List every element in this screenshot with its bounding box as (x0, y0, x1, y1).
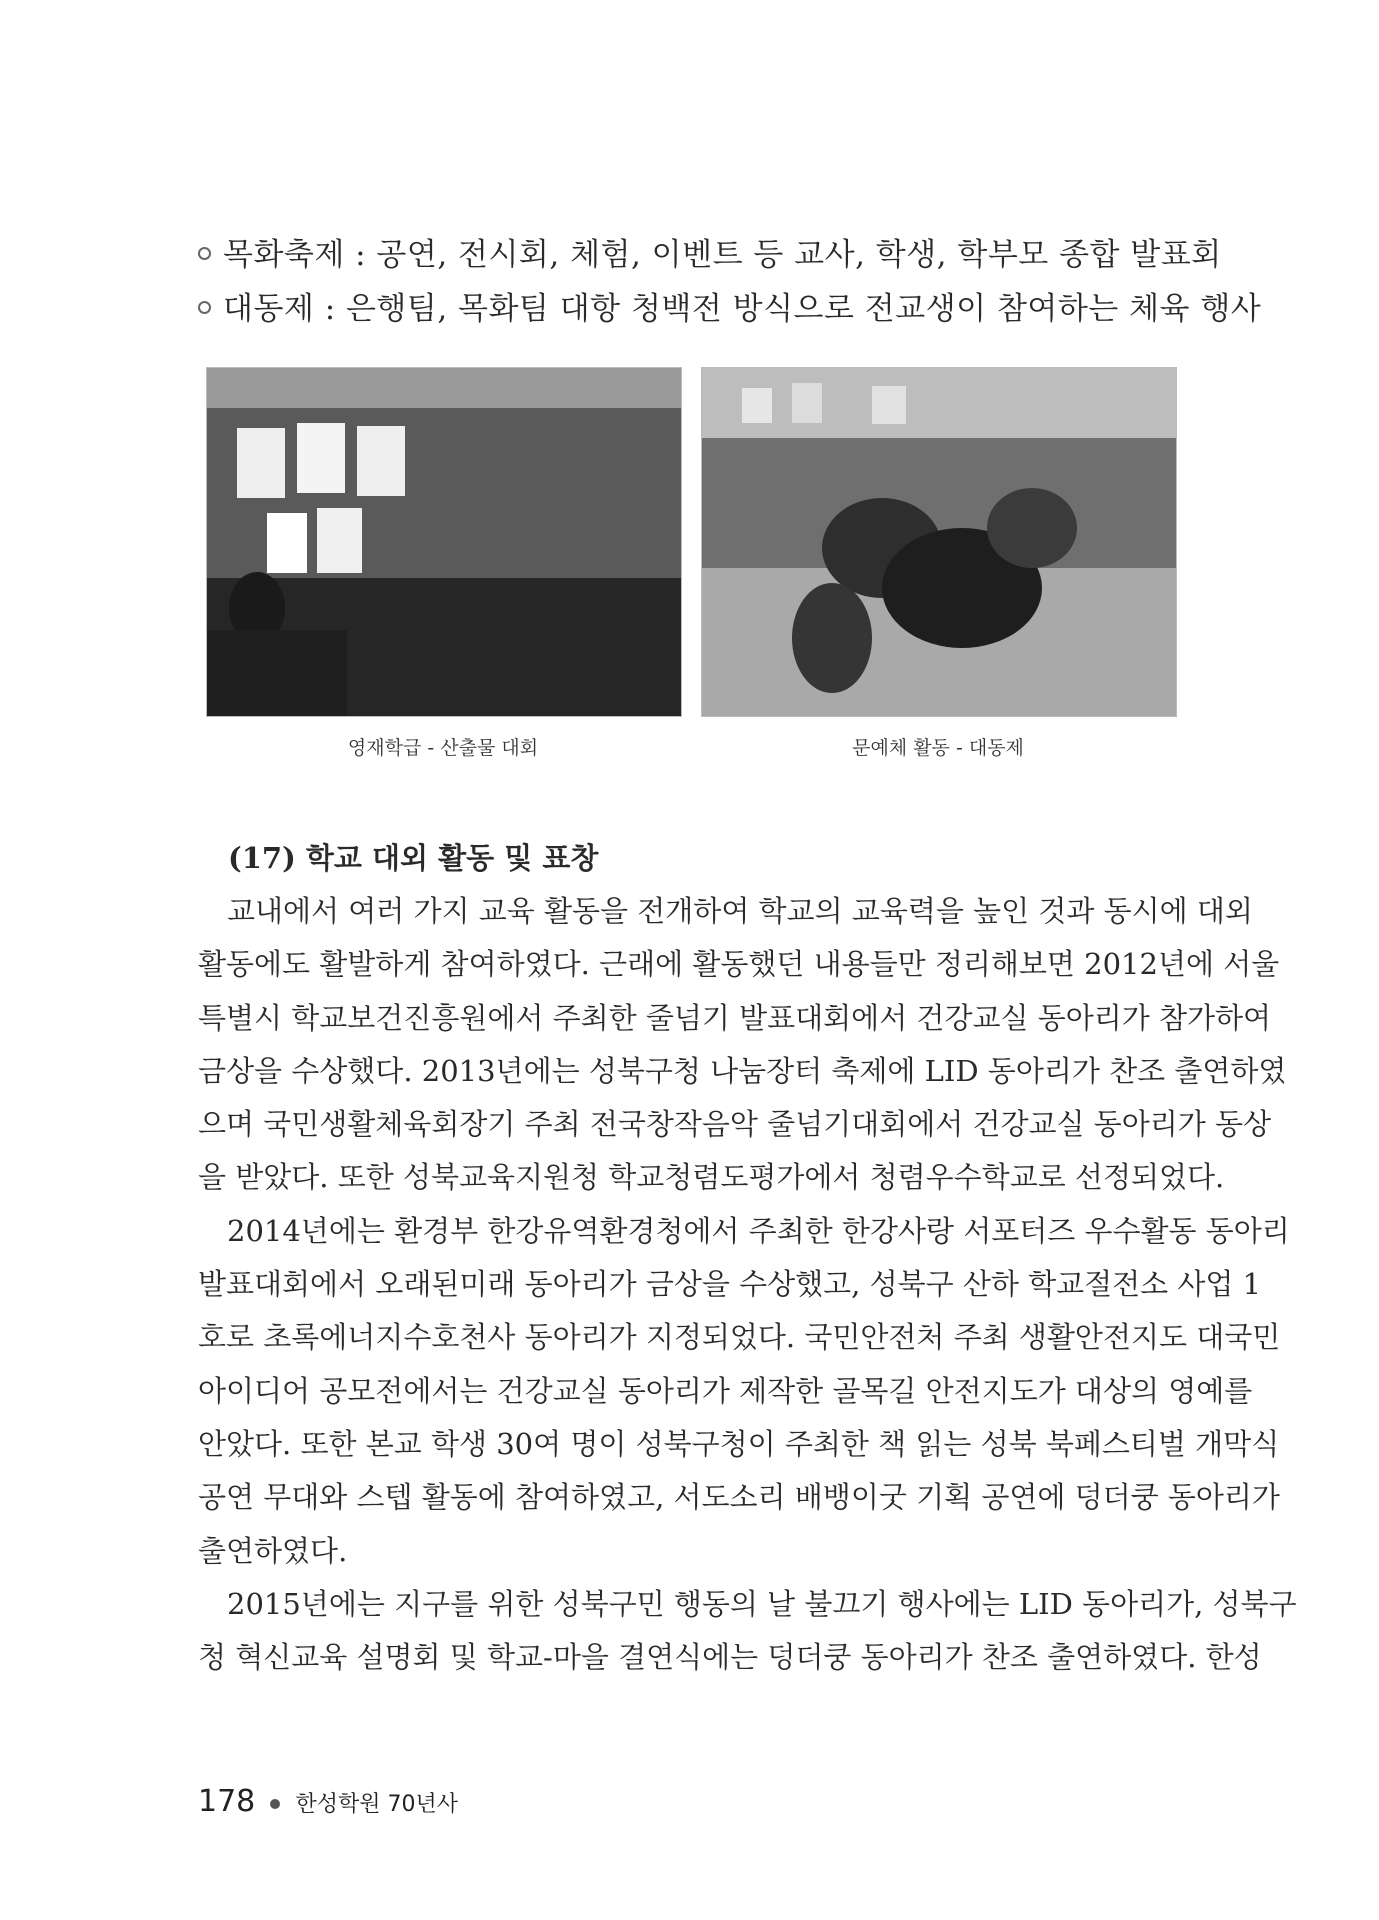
photo-sports-festival-image (702, 368, 1176, 716)
body-line: 발표대회에서 오래된미래 동아리가 금상을 수상했고, 성북구 산하 학교절전소 사업 1 (198, 1267, 1262, 1302)
book-title: 한성학원 70년사 (295, 1792, 458, 1817)
bullet-list (198, 228, 1262, 336)
footer-separator-icon (270, 1799, 280, 1809)
bullet-icon (198, 301, 211, 314)
body-line: 금상을 수상했다. 2013년에는 성북구청 나눔장터 축제에 LID 동아리가 찬조 출연하였 (198, 1053, 1287, 1088)
body-line: 으며 국민생활체육회장기 주최 전국창작음악 줄넘기대회에서 건강교실 동아리가 동상 (198, 1107, 1272, 1142)
section-body (198, 885, 1297, 1684)
body-line: 특별시 학교보건진흥원에서 주최한 줄넘기 발표대회에서 건강교실 동아리가 참가하여 (198, 1000, 1272, 1035)
page-footer (198, 1784, 458, 1819)
body-line: 안았다. 또한 본교 학생 30여 명이 성북구청이 주최한 책 읽는 성북 북페스티벌 개막식 (198, 1426, 1280, 1461)
body-line: 교내에서 여러 가지 교육 활동을 전개하여 학교의 교육력을 높인 것과 동시에 대외 (227, 894, 1253, 928)
body-line: 호로 초록에너지수호천사 동아리가 지정되었다. 국민안전처 주최 생활안전지도 대국민 (198, 1320, 1281, 1355)
photo-gifted-class (206, 367, 682, 717)
photo-sports-festival (701, 367, 1177, 717)
body-line: 출연하였다. (198, 1533, 348, 1568)
body-line: 청 혁신교육 설명회 및 학교-마을 결연식에는 덩더쿵 동아리가 찬조 출연하였다. 한성 (198, 1640, 1262, 1675)
body-line: 공연 무대와 스텝 활동에 참여하였고, 서도소리 배뱅이굿 기획 공연에 덩더쿵 동아리가 (198, 1480, 1280, 1515)
photo-caption-gifted-class: 영재학급 - 산출물 대회 (347, 737, 539, 759)
body-line: 활동에도 활발하게 참여하였다. 근래에 활동했던 내용들만 정리해보면 2012년에 서울 (198, 947, 1280, 982)
photo-caption-sports-festival: 문예체 활동 - 대동제 (852, 737, 1024, 759)
section-heading: (17) 학교 대외 활동 및 표창 (228, 841, 599, 875)
bullet-icon (198, 247, 211, 260)
body-line: 을 받았다. 또한 성북교육지원청 학교청렴도평가에서 청렴우수학교로 선정되었다. (198, 1160, 1225, 1195)
page-number: 178 (198, 1784, 256, 1819)
bullet-item: 목화축제 : 공연, 전시회, 체험, 이벤트 등 교사, 학생, 학부모 종합 발표회 (198, 228, 1198, 282)
body-line: 아이디어 공모전에서는 건강교실 동아리가 제작한 골목길 안전지도가 대상의 영예를 (198, 1373, 1253, 1408)
bullet-item: 대동제 : 은행팀, 목화팀 대항 청백전 방식으로 전교생이 참여하는 체육 행사 (198, 282, 1198, 336)
photo-gifted-class-image (207, 368, 681, 716)
body-line: 2014년에는 환경부 한강유역환경청에서 주최한 한강사랑 서포터즈 우수활동 동아리 (227, 1213, 1290, 1248)
body-line: 2015년에는 지구를 위한 성북구민 행동의 날 불끄기 행사에는 LID 동아리가, 성북구 (227, 1586, 1297, 1621)
